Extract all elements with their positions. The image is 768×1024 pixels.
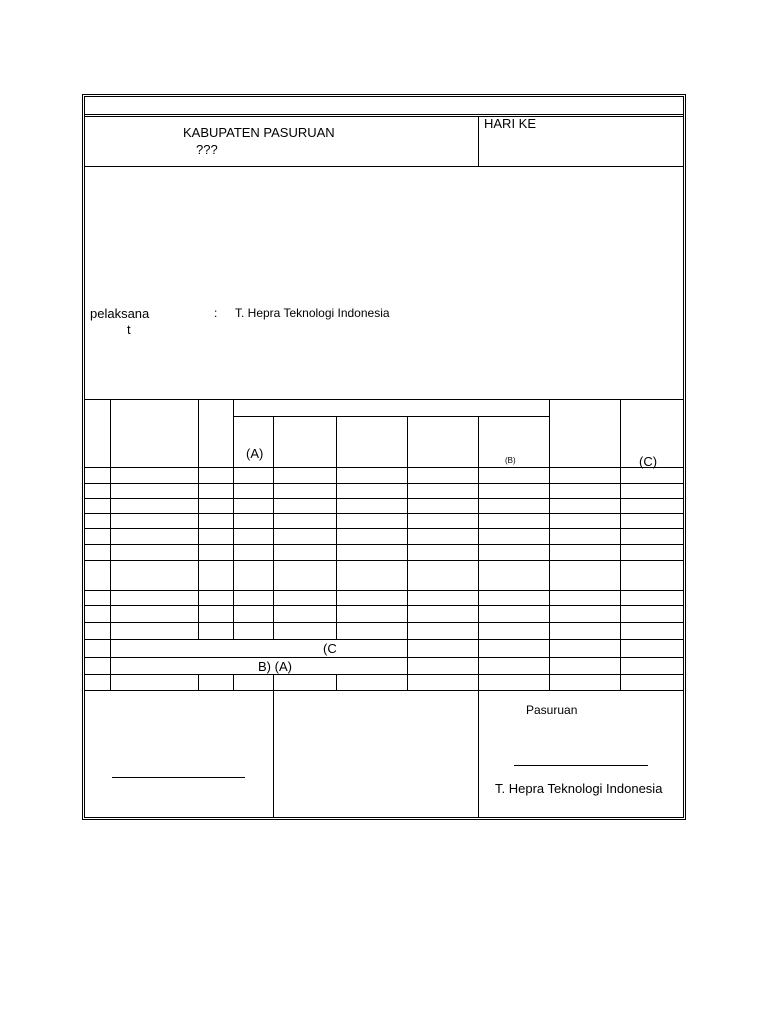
col-b-label: (B) <box>505 456 516 465</box>
executor-value: T. Hepra Teknologi Indonesia <box>235 306 390 320</box>
executor-separator: : <box>214 306 218 320</box>
executor-label-cont: t <box>127 322 131 337</box>
signature-place: Pasuruan <box>526 703 578 717</box>
sum-ba-label: B) (A) <box>258 659 292 674</box>
signature-company: T. Hepra Teknologi Indonesia <box>495 781 663 796</box>
sum-c-label: (C <box>323 641 337 656</box>
regency-title: KABUPATEN PASURUAN <box>183 125 335 140</box>
executor-label: pelaksana <box>90 306 150 321</box>
col-a-label: (A) <box>246 446 264 461</box>
day-label: HARI KE <box>484 116 537 131</box>
unknown-text: ??? <box>196 142 218 157</box>
col-c-label: (C) <box>639 454 658 469</box>
